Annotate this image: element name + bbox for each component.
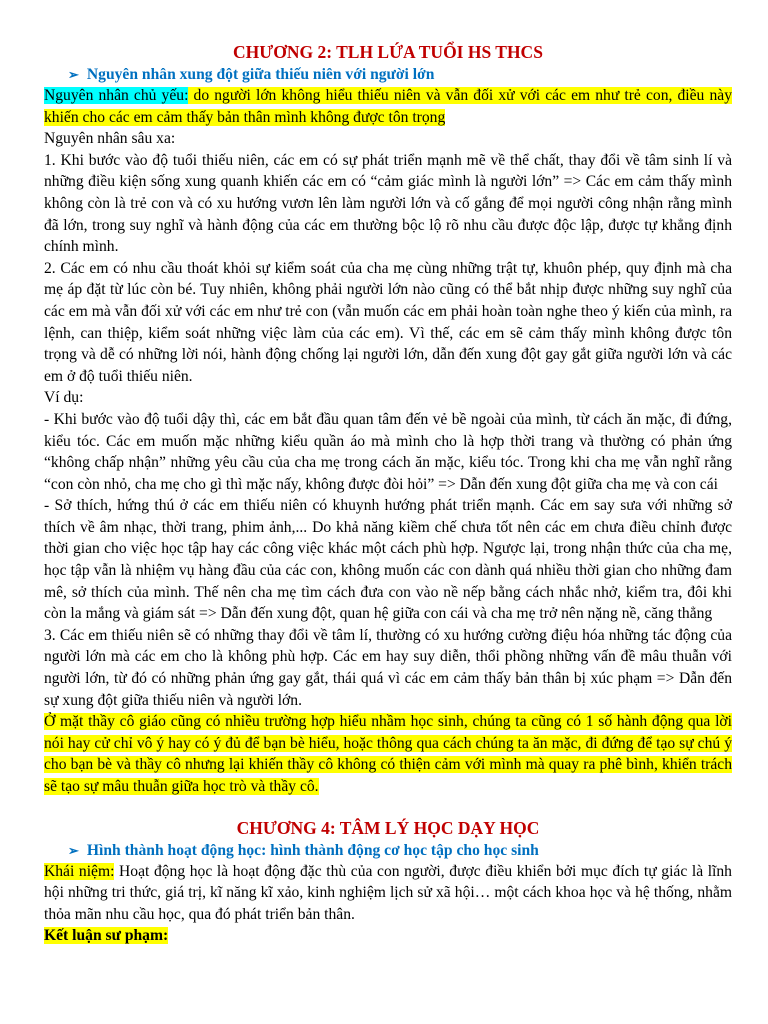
example-1-paragraph: - Khi bước vào độ tuổi dậy thì, các em bắt đầu quan tâm đến vẻ bề ngoài của mình, từ cách ăn mặc, đi đứng, kiểu tóc. Các em muốn mặc những kiểu quần áo mà mình cho là hợp thời trang và thường có phản ứng “không chấp nhận” những yêu cầu của cha mẹ trong cách ăn mặc, kiểu tóc. Trong khi cha mẹ vẫn nghĩ rằng “con còn nhỏ, cha mẹ cho gì thì mặc nấy, không được đòi hỏi” => Dẫn đến xung đột giữa cha mẹ và con cái — [44, 410, 732, 493]
deep-cause-label: Nguyên nhân sâu xa: — [44, 130, 176, 148]
main-cause-label: Nguyên nhân chủ yếu: — [44, 87, 189, 104]
teacher-text: Ở mặt thầy cô giáo cũng có nhiều trường hợp hiểu nhầm học sinh, chúng ta cũng có 1 số hành động qua lời nói hay cử chỉ vô ý hay có ý đủ để bạn bè hiểu, hoặc thông qua cách chúng ta ăn mặc, đi đứng để tạo sự chú ý cho bạn bè và thầy cô nhưng lại khiến thầy cô không có thiện cảm với mình mà quay ra phê bình, khiển trách sẽ tạo sự mâu thuẫn giữa học trò và thầy cô. — [44, 713, 732, 795]
point-2-paragraph: 2. Các em có nhu cầu thoát khỏi sự kiểm soát của cha mẹ cùng những trật tự, khuôn phép, quy định mà cha mẹ áp đặt từ lúc còn bé. Tuy nhiên, không phải người lớn nào cũng có thể bắt nhịp được những suy nghĩ của các em mà vẫn đối xử với các em như trẻ con (vẫn muốn các em phải hoàn toàn nghe theo ý kiến của mình, ra lệnh, can thiệp, kiểm soát những việc làm của các em). Vì thế, các em sẽ cảm thấy mình không được tôn trọng và dễ có những lời nói, hành động chống lại người lớn, dẫn đến xung đột gay gắt giữa người lớn và các em ở độ tuổi thiếu niên. — [44, 259, 732, 385]
chapter-2-title: CHƯƠNG 2: TLH LỨA TUỔI HS THCS — [233, 42, 543, 62]
chapter-2-subheading — [44, 64, 732, 85]
concept-text: Hoạt động học là hoạt động đặc thù của con người, được điều khiển bởi mục đích tự giác là lĩnh hội những tri thức, giá trị, kĩ năng kĩ xảo, kinh nghiệm lịch sử xã hội… một cách khoa học và hệ thống, nhằm thỏa mãn nhu cầu học, qua đó phát triển bản thân. — [44, 862, 732, 923]
main-cause-paragraph — [44, 85, 732, 128]
teacher-paragraph — [44, 711, 732, 797]
concept-paragraph — [44, 861, 732, 926]
concept-label: Khái niệm: — [44, 862, 115, 880]
conclusion-label-paragraph — [44, 925, 732, 947]
conclusion-label: Kết luận sư phạm: — [44, 927, 169, 945]
point-1-paragraph: 1. Khi bước vào độ tuổi thiếu niên, các em có sự phát triển mạnh mẽ về thể chất, thay đổi về tâm sinh lí và những điều kiện sống xung quanh khiến các em có “cảm giác mình là người lớn” => Các em cảm thấy mình không còn là trẻ con và có xu hướng vươn lên làm người lớn và cố gắng để mọi người công nhận rằng mình đã lớn, trong suy nghĩ và hành động của các em thường bộc lộ rõ nhu cầu được độc lập, được tự khẳng định chính mình. — [44, 151, 732, 256]
example-label: Ví dụ: — [44, 389, 84, 407]
example-2-paragraph: - Sở thích, hứng thú ở các em thiếu niên có khuynh hướng phát triển mạnh. Các em say sưa với những sở thích về âm nhạc, thời trang, phim ảnh,... Do khả năng kiềm chế chưa tốt nên các em chưa điều chỉnh được thời gian cho việc học tập hay các công việc khác một cách phù hợp. Ngược lại, trong nhận thức của cha mẹ, học tập vẫn là nhiệm vụ hàng đầu của các con, không muốn các con dành quá nhiều thời gian cho những đam mê, sở thích của mình. Thế nên cha mẹ tìm cách đưa con vào nề nếp bằng cách nhắc nhở, kiểm tra, đôi khi còn la mắng và giám sát => Dẫn đến xung đột, quan hệ giữa con cái và cha mẹ trở nên nặng nề, căng thẳng — [44, 497, 732, 623]
chapter-4-subheading-text: Hình thành hoạt động học: hình thành động cơ học tập cho học sinh — [86, 841, 539, 859]
chapter-4-subheading — [44, 840, 732, 861]
point-3-paragraph: 3. Các em thiếu niên sẽ có những thay đổi về tâm lí, thường có xu hướng cường điệu hóa những tác động của người lớn mà các em cho là không phù hợp. Các em hay suy diễn, thổi phồng những vấn đề mâu thuẫn với người lớn, từ đó có những phản ứng gay gắt, thái quá vì các em cảm thấy bản thân bị xúc phạm => Dẫn đến sự xung đột giữa thiếu niên và người lớn. — [44, 626, 732, 709]
chapter-2-subheading-text: Nguyên nhân xung đột giữa thiếu niên với người lớn — [86, 66, 435, 83]
chapter-4-title: CHƯƠNG 4: TÂM LÝ HỌC DẠY HỌC — [236, 817, 540, 838]
arrow-bullet-icon: ➢ — [68, 842, 79, 858]
arrow-bullet-icon: ➢ — [68, 67, 79, 82]
main-cause-text: do người lớn không hiểu thiếu niên và vẫn đối xử với các em như trẻ con, điều này khiến cho các em cảm thấy bản thân mình không được tôn trọng — [44, 87, 732, 126]
